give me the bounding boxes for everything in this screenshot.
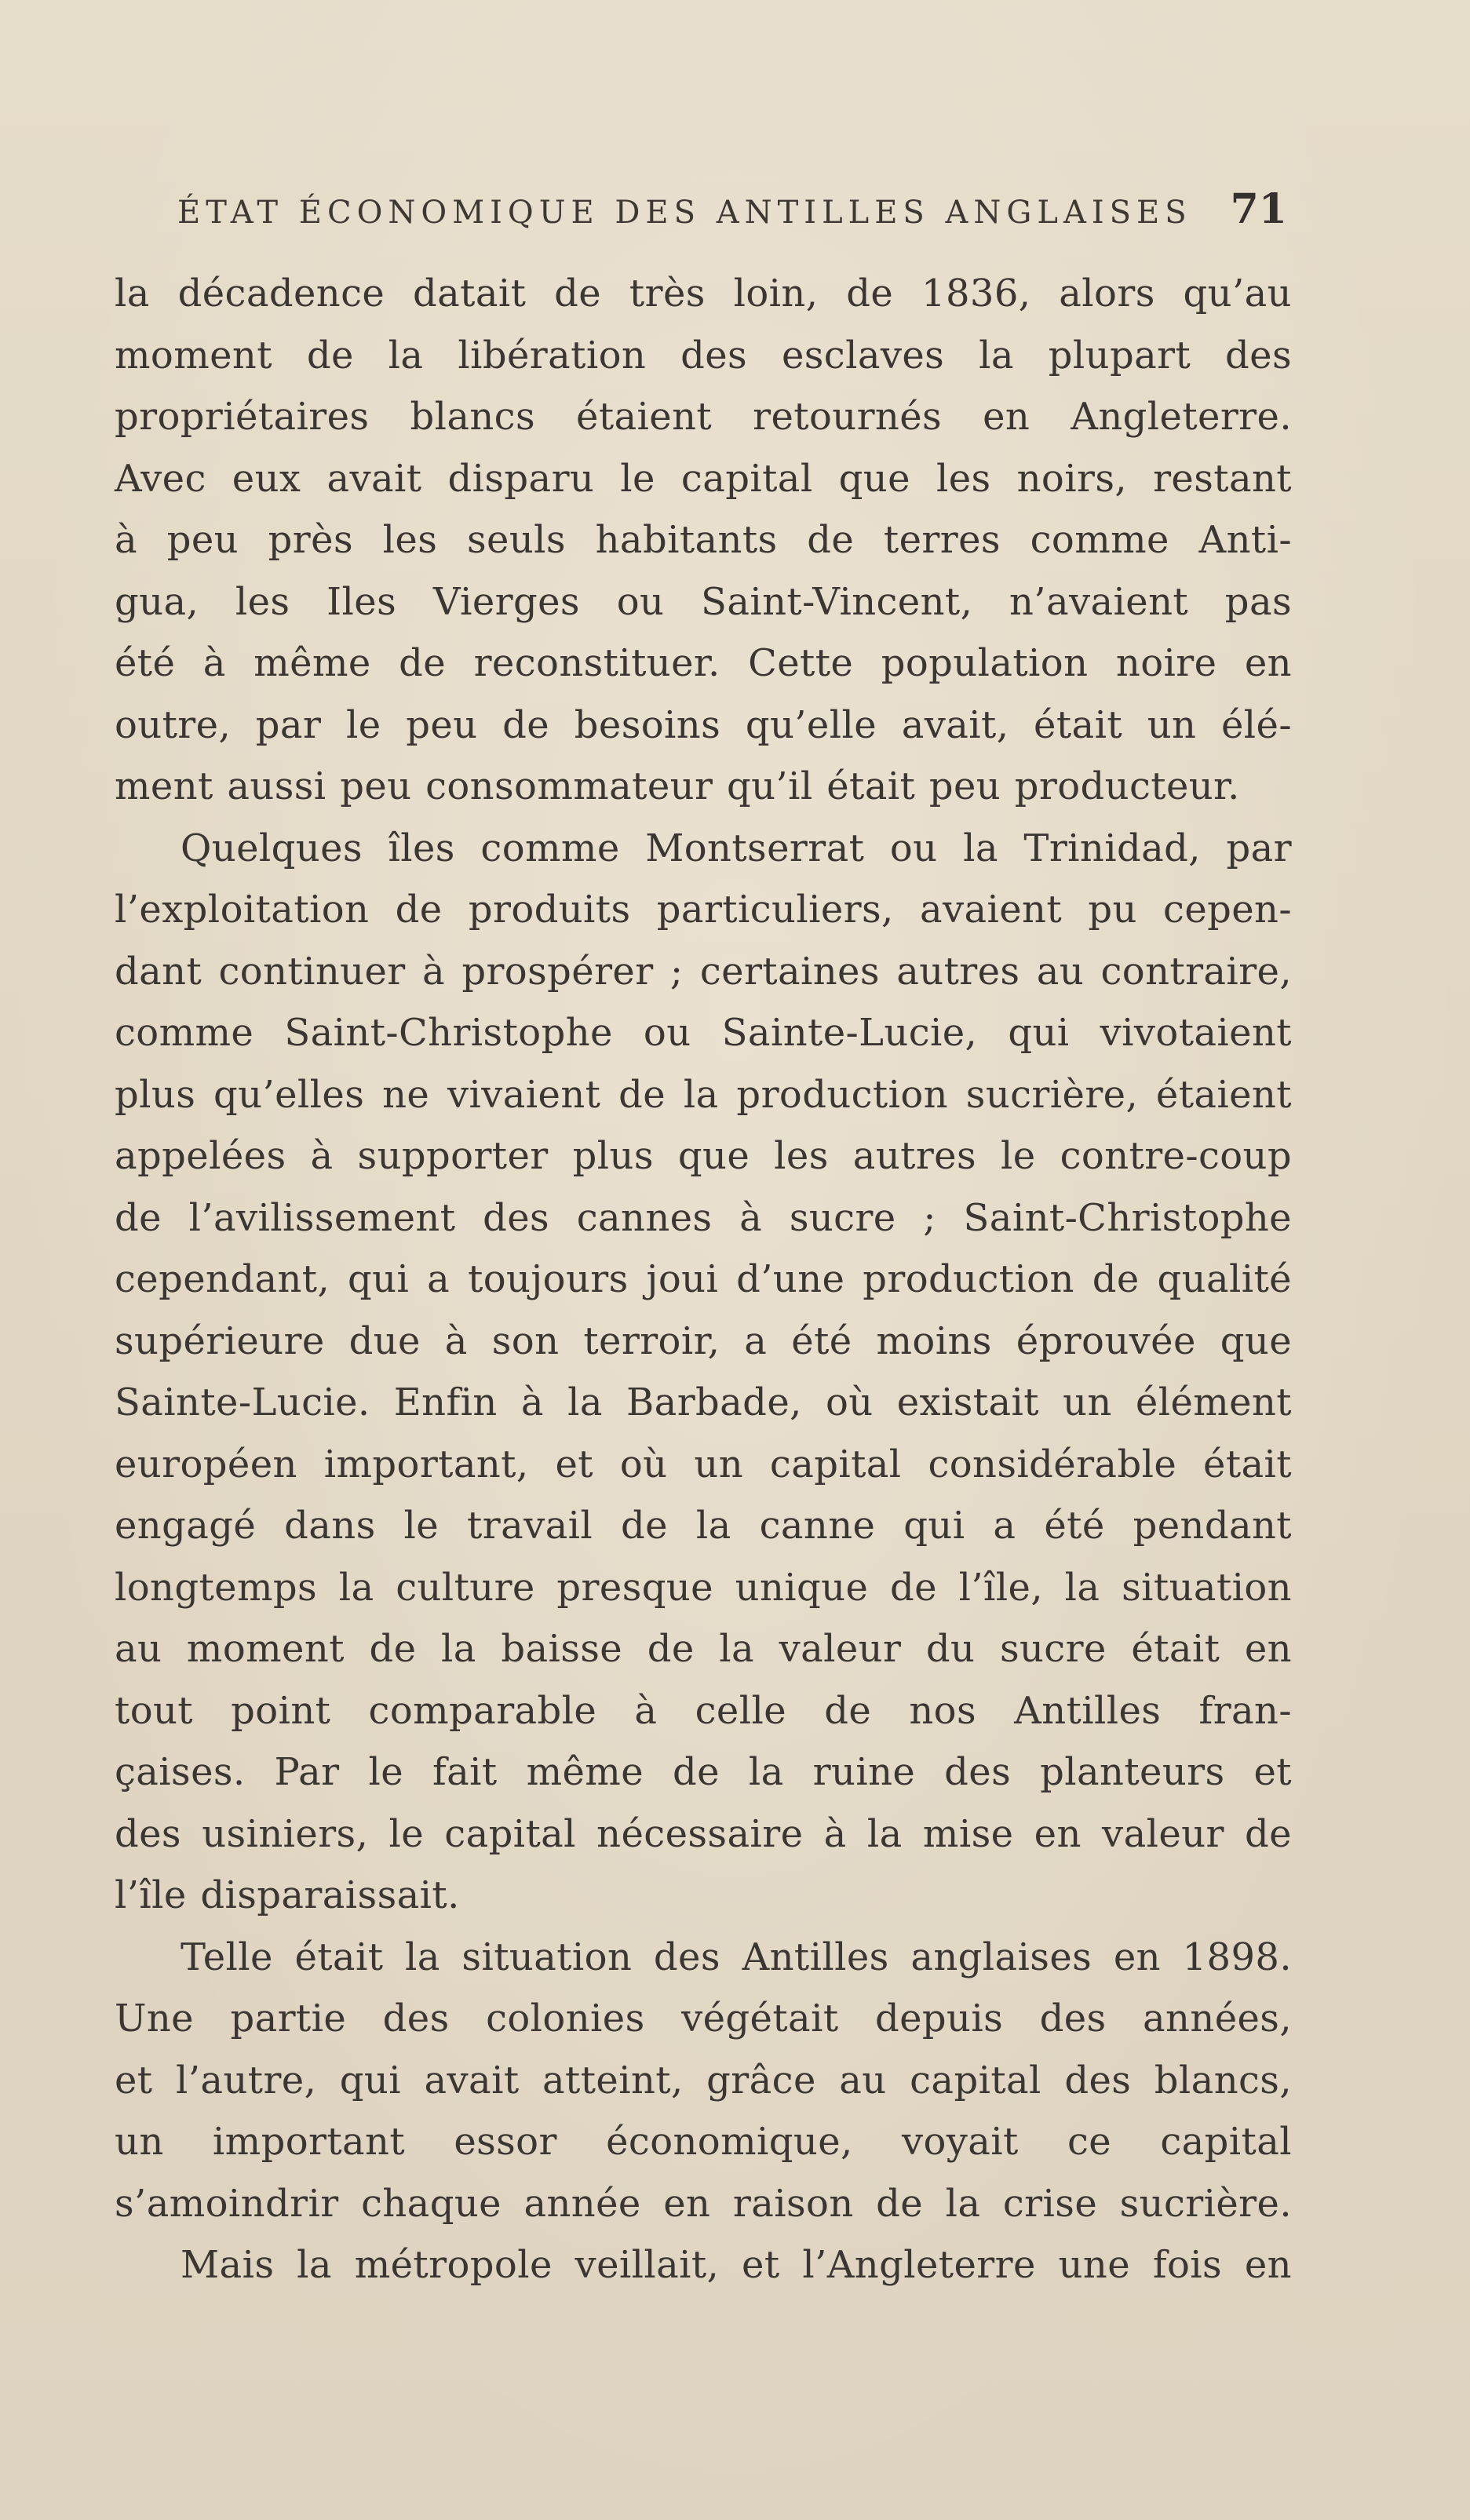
text-line: dant continuer à prospérer ; certaines autres au contraire, bbox=[115, 949, 1292, 994]
text-line: de l’avilissement des cannes à sucre ; Saint-Christophe bbox=[115, 1195, 1292, 1240]
text-line: Avec eux avait disparu le capital que les noirs, restant bbox=[115, 456, 1292, 501]
text-line: un important essor économique, voyait ce capital bbox=[115, 2120, 1292, 2164]
text-line: outre, par le peu de besoins qu’elle avait, était un élé- bbox=[115, 702, 1292, 747]
text-line: européen important, et où un capital considérable était bbox=[115, 1442, 1292, 1486]
text-line: cependant, qui a toujours joui d’une production de qualité bbox=[115, 1257, 1292, 1301]
text-line: tout point comparable à celle de nos Antilles fran- bbox=[115, 1688, 1292, 1733]
text-line: Quelques îles comme Montserrat ou la Trinidad, par bbox=[181, 826, 1292, 870]
text-line: appelées à supporter plus que les autres le contre-coup bbox=[115, 1134, 1292, 1178]
body-text bbox=[115, 263, 1292, 2296]
page-number: 71 bbox=[1230, 185, 1287, 233]
text-line: Sainte-Lucie. Enfin à la Barbade, où existait un élément bbox=[115, 1380, 1292, 1424]
text-line: à peu près les seuls habitants de terres comme Anti- bbox=[115, 518, 1292, 562]
text-line: çaises. Par le fait même de la ruine des planteurs et bbox=[115, 1750, 1292, 1794]
text-line: s’amoindrir chaque année en raison de la crise sucrière. bbox=[115, 2181, 1292, 2226]
text-line: ment aussi peu consommateur qu’il était peu producteur. bbox=[115, 764, 1240, 808]
text-line: supérieure due à son terroir, a été moins éprouvée que bbox=[115, 1318, 1292, 1363]
running-title: ÉTAT ÉCONOMIQUE DES ANTILLES ANGLAISES bbox=[177, 195, 1192, 231]
text-line: des usiniers, le capital nécessaire à la mise en valeur de bbox=[115, 1811, 1292, 1856]
text-line: plus qu’elles ne vivaient de la production sucrière, étaient bbox=[115, 1072, 1292, 1117]
text-line: été à même de reconstituer. Cette population noire en bbox=[115, 641, 1292, 685]
text-line: engagé dans le travail de la canne qui a été pendant bbox=[115, 1504, 1292, 1548]
text-line: l’île disparaissait. bbox=[115, 1873, 460, 1917]
text-line: comme Saint-Christophe ou Sainte-Lucie, qui vivotaient bbox=[115, 1011, 1292, 1055]
text-line: l’exploitation de produits particuliers, avaient pu cepen- bbox=[115, 888, 1292, 932]
text-line: moment de la libération des esclaves la plupart des bbox=[115, 333, 1292, 377]
text-line: longtemps la culture presque unique de l’île, la situation bbox=[115, 1565, 1292, 1610]
text-line: et l’autre, qui avait atteint, grâce au capital des blancs, bbox=[115, 2058, 1292, 2102]
text-line: Une partie des colonies végétait depuis des années, bbox=[115, 1997, 1292, 2040]
running-head bbox=[177, 185, 1287, 232]
text-line: propriétaires blancs étaient retournés en Angleterre. bbox=[115, 395, 1292, 439]
text-line: gua, les Iles Vierges ou Saint-Vincent, n’avaient pas bbox=[115, 579, 1292, 624]
text-line: Telle était la situation des Antilles anglaises en 1898. bbox=[181, 1935, 1292, 1979]
text-line: la décadence datait de très loin, de 1836, alors qu’au bbox=[115, 272, 1292, 315]
text-line: au moment de la baisse de la valeur du sucre était en bbox=[115, 1627, 1292, 1671]
text-line: Mais la métropole veillait, et l’Angleterre une fois en bbox=[181, 2243, 1292, 2287]
